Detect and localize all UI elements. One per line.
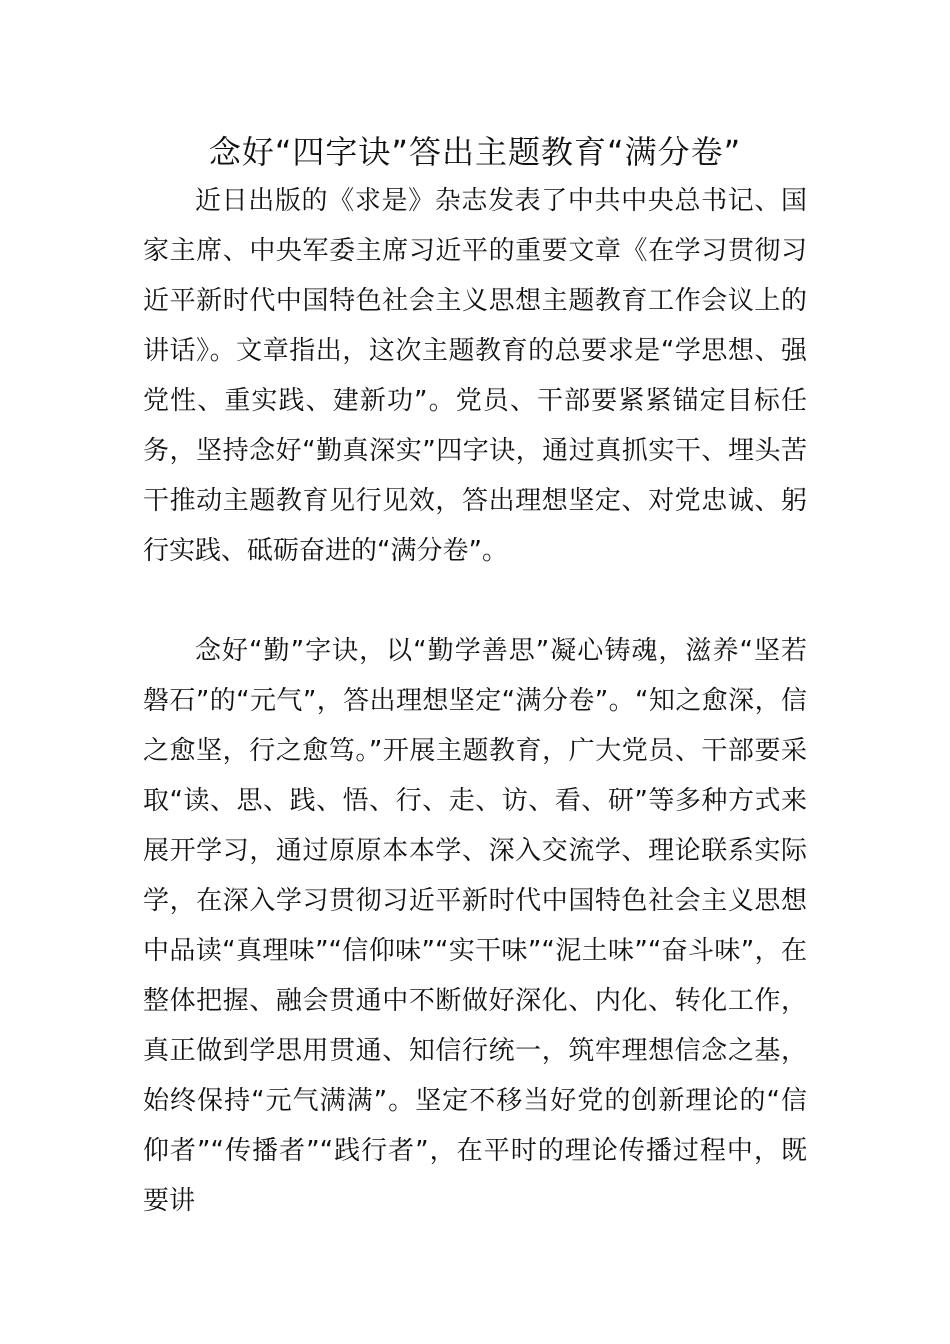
paragraph-qin: 念好“勤”字诀，以“勤学善思”凝心铸魂，滋养“坚若磐石”的“元气”，答出理想坚定“满分卷”。“知之愈深，信之愈坚，行之愈笃。”开展主题教育，广大党员、干部要采取“读、思、践、悟、行、走、访、看、研”等多种方式来展开学习，通过原原本本学、深入交流学、理论联系实际学，在深入学习贯彻习近平新时代中国特色社会主义思想中品读“真理味”“信仰味”“实干味”“泥土味”“奋斗味”，在整体把握、融会贯通中不断做好深化、内化、转化工作，真正做到学思用贯通、知信行统一，筑牢理想信念之基，始终保持“元气满满”。坚定不移当好党的创新理论的“信仰者”“传播者”“践行者”，在平时的理论传播过程中，既要讲 [143,636,807,1216]
document-title: 念好“四字诀”答出主题教育“满分卷” [208,133,742,171]
paragraph-intro: 近日出版的《求是》杂志发表了中共中央总书记、国家主席、中央军委主席习近平的重要文章《在学习贯彻习近平新时代中国特色社会主义思想主题教育工作会议上的讲话》。文章指出，这次主题教育的总要求是“学思想、强党性、重实践、建新功”。党员、干部要紧紧锚定目标任务，坚持念好“勤真深实”四字诀，通过真抓实干、埋头苦干推动主题教育见行见效，答出理想坚定、对党忠诚、躬行实践、砥砺奋进的“满分卷”。 [143,186,807,566]
document-body [143,176,807,1226]
paragraph-spacer [143,576,807,626]
